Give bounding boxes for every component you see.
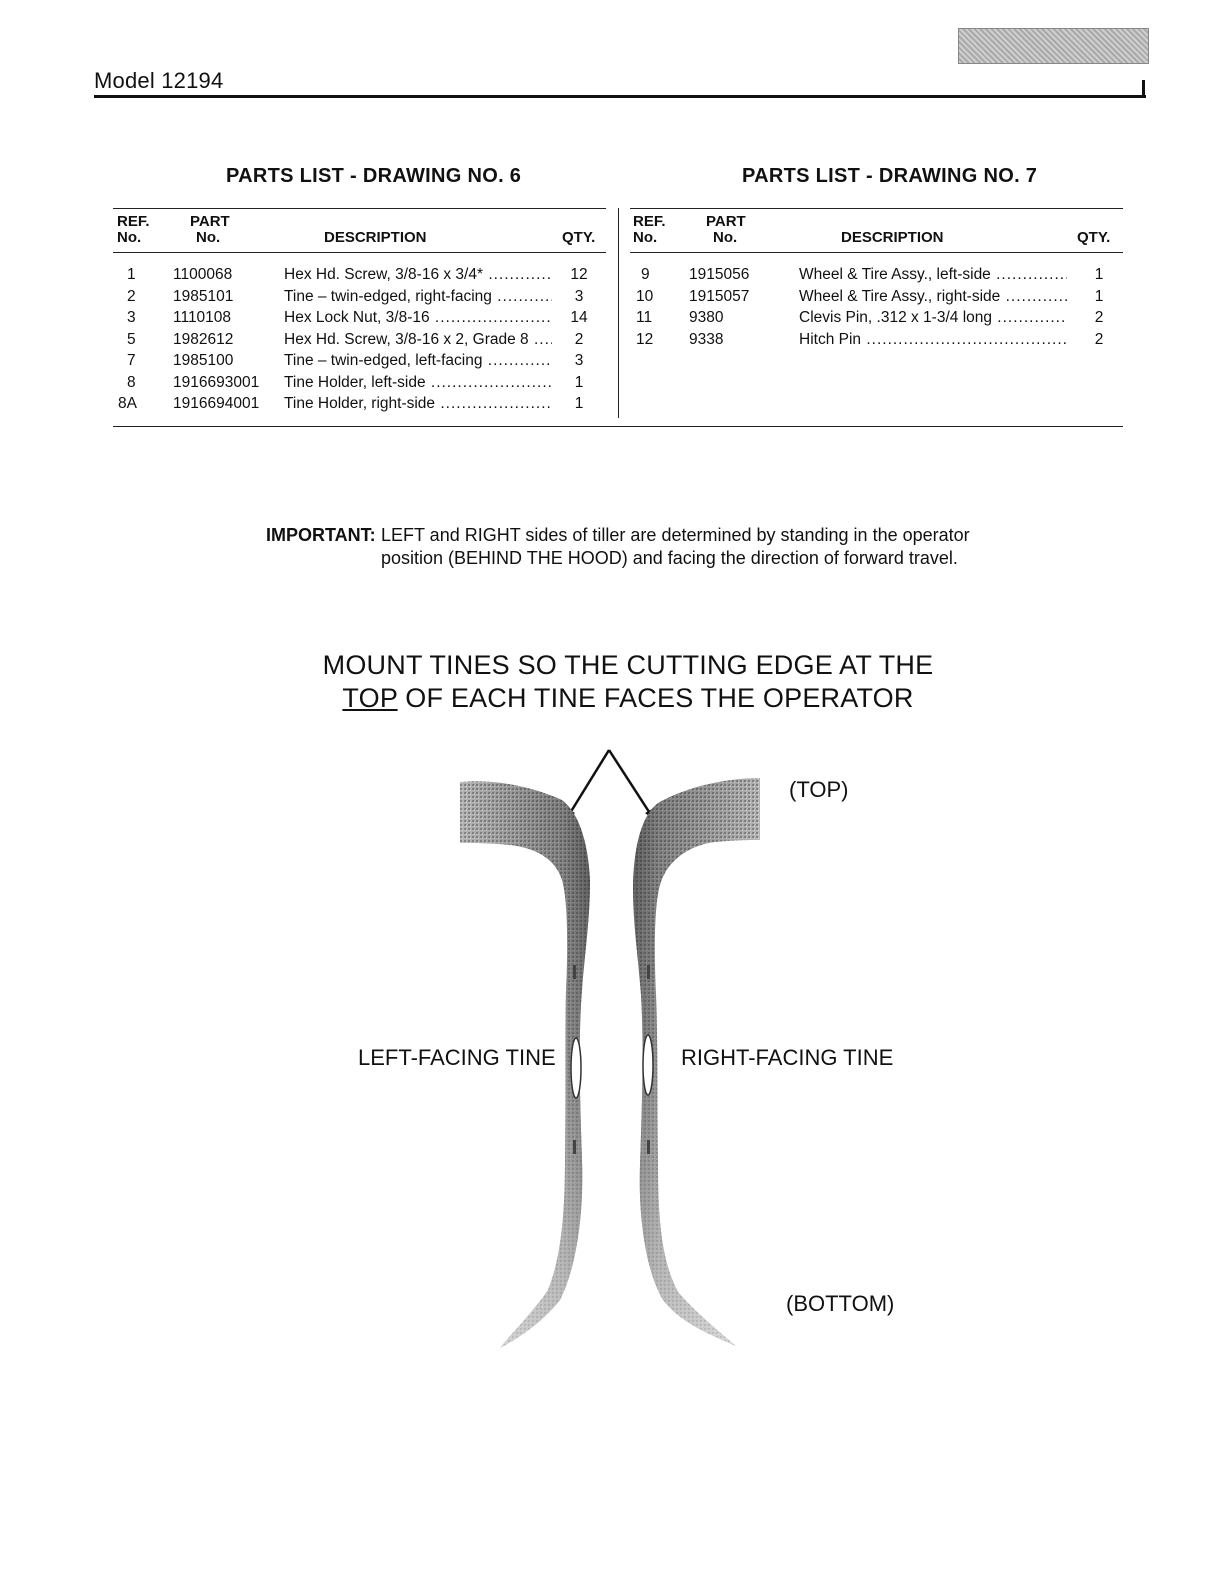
col-header-part-no: No. [713,229,738,246]
important-text-line-2: position (BEHIND THE HOOD) and facing the direction of forward travel. [381,548,958,568]
qty-cell: 2 [1094,309,1104,326]
part-cell: 1916694001 [173,395,260,412]
part-cell: 1915056 [689,266,750,283]
arrow-pointer-icon [567,750,653,818]
part-cell: 1110108 [173,309,232,326]
top-label: (TOP) [789,777,849,802]
col-header-part: PART [190,213,230,230]
ref-cell: 8 [127,373,136,391]
col-header-description: DESCRIPTION [841,229,944,246]
part-cell: 9380 [689,309,724,326]
parts-list-title-drawing-6: PARTS LIST - DRAWING NO. 6 [226,165,522,187]
col-header-ref: REF. [633,213,666,230]
ref-cell: 9 [641,266,650,283]
col-header-part: PART [706,213,746,230]
description-cell: Hex Lock Nut, 3/8-16 ..... [284,309,552,327]
part-cell: 9338 [689,330,724,348]
col-header-ref-no: No. [633,229,658,246]
right-facing-tine-label: RIGHT-FACING TINE [681,1045,894,1070]
mount-instruction-rest: OF EACH TINE FACES THE OPERATOR [397,683,914,713]
col-header-qty: QTY. [1077,229,1111,246]
bottom-label: (BOTTOM) [786,1291,895,1316]
qty-cell: 2 [574,330,584,348]
important-label: IMPORTANT: [266,525,376,545]
ref-cell: 11 [636,309,653,326]
mount-instruction-top-word: TOP [342,683,398,713]
ref-cell: 5 [127,330,136,348]
qty-cell: 1 [1094,287,1104,305]
description-cell: Clevis Pin, .312 x 1-3/4 long ..... [799,309,1067,327]
qty-cell: 12 [570,266,588,283]
part-cell: 1985100 [173,352,234,369]
col-header-description: DESCRIPTION [324,229,427,246]
col-header-ref-no: No. [117,229,142,246]
description-cell: Hex Hd. Screw, 3/8-16 x 2, Grade 8 ..... [284,331,552,349]
parts-list-title-drawing-7: PARTS LIST - DRAWING NO. 7 [742,165,1038,187]
description-cell: Tine – twin-edged, right-facing ..... [284,288,552,306]
qty-cell: 2 [1094,330,1104,348]
ref-cell: 10 [636,287,654,305]
qty-cell: 1 [574,395,584,412]
description-cell: Hitch Pin ..... [799,331,1067,349]
description-cell: Tine Holder, left-side ..... [284,374,552,392]
description-cell: Tine – twin-edged, left-facing ..... [284,352,552,370]
description-cell: Hex Hd. Screw, 3/8-16 x 3/4* ..... [284,266,552,284]
ref-cell: 12 [636,330,654,348]
part-cell: 1915057 [689,287,750,305]
ref-cell: 3 [127,309,136,326]
description-cell: Wheel & Tire Assy., right-side ..... [799,288,1067,306]
ref-cell: 1 [127,266,136,283]
part-cell: 1916693001 [173,373,260,391]
part-cell: 1985101 [173,287,234,305]
col-header-qty: QTY. [562,229,596,246]
description-cell: Wheel & Tire Assy., left-side ..... [799,266,1067,284]
ref-cell: 8A [118,395,137,412]
col-header-ref: REF. [117,213,150,230]
ref-cell: 2 [127,287,136,305]
part-cell: 1982612 [173,330,234,348]
col-header-part-no: No. [196,229,221,246]
qty-cell: 3 [574,287,584,305]
qty-cell: 3 [574,352,584,369]
qty-cell: 14 [570,309,588,326]
mount-instruction-line-1: MOUNT TINES SO THE CUTTING EDGE AT THE [322,650,934,680]
description-cell: Tine Holder, right-side ..... [284,395,552,413]
qty-cell: 1 [1094,266,1104,283]
part-cell: 1100068 [173,266,233,283]
qty-cell: 1 [574,373,584,391]
important-text-line-1: LEFT and RIGHT sides of tiller are determined by standing in the operator [381,525,970,545]
left-facing-tine-label: LEFT-FACING TINE [358,1045,556,1070]
ref-cell: 7 [127,352,136,369]
model-label: Model 12194 [94,68,224,93]
